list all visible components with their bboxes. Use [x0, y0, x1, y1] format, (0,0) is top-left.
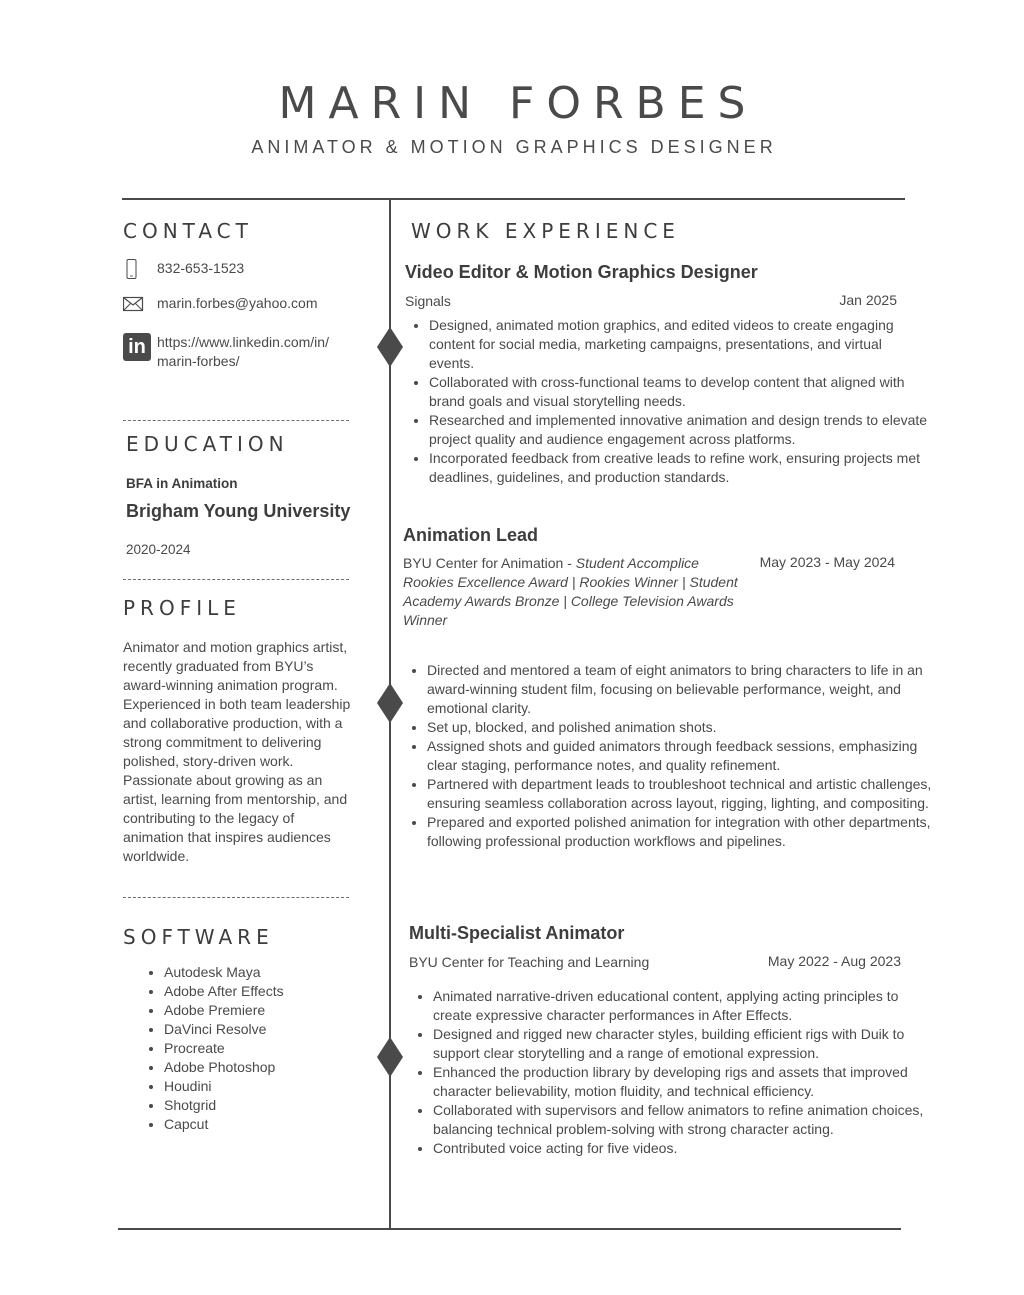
candidate-name: MARIN FORBES [278, 78, 758, 129]
contact-phone[interactable]: 832-653-1523 [157, 260, 245, 276]
job-company [403, 554, 743, 630]
work-experience-heading: WORK EXPERIENCE [411, 219, 680, 243]
software-item: • Adobe Photoshop [164, 1058, 324, 1077]
job-bullet: • Collaborated with cross-functional teams to develop content that aligned with brand goals and visual storytelling needs. [429, 373, 929, 411]
job-bullet: • Designed and rigged new character styles, building efficient rigs with Duik to support clear storytelling and a range of emotional expression. [433, 1025, 933, 1063]
envelope-icon [123, 294, 147, 316]
education-school: Brigham Young University [126, 501, 351, 521]
software-item: • Shotgrid [164, 1096, 324, 1115]
software-item: • Capcut [164, 1115, 324, 1134]
contact-linkedin-row [123, 333, 329, 371]
bottom-divider [118, 1228, 901, 1230]
left-divider [123, 420, 349, 421]
job-bullet: • Assigned shots and guided animators through feedback sessions, emphasizing clear staging, performance notes, and quality refinement. [427, 737, 932, 775]
job-date: May 2022 - Aug 2023 [767, 953, 901, 969]
candidate-title: ANIMATOR & MOTION GRAPHICS DESIGNER [251, 137, 777, 157]
job-company-separator: - [563, 555, 576, 571]
profile-heading: PROFILE [123, 596, 241, 620]
job-title: Multi-Specialist Animator [409, 923, 625, 943]
job-bullets [409, 987, 933, 1158]
software-item: • Adobe Premiere [164, 1001, 324, 1020]
contact-phone-row [123, 259, 244, 281]
education-years: 2020-2024 [126, 542, 191, 557]
job-company: BYU Center for Teaching and Learning [409, 954, 650, 970]
job-title: Animation Lead [403, 525, 539, 545]
job-bullet: • Animated narrative-driven educational content, applying acting principles to create expressive character performances in After Effects. [433, 987, 933, 1025]
phone-icon [123, 259, 147, 281]
job-title: Video Editor & Motion Graphics Designer [405, 262, 758, 282]
software-item: • Adobe After Effects [164, 982, 324, 1001]
top-divider [122, 198, 905, 200]
education-heading: EDUCATION [126, 432, 289, 456]
job-bullet: • Contributed voice acting for five videos. [433, 1139, 933, 1158]
job-awards: Student Accomplice Rookies Excellence Award | Rookies Winner | Student Academy Awards Bronze | College Television Awards Winner [403, 555, 738, 628]
job-bullet: • Directed and mentored a team of eight animators to bring characters to life in an award-winning student film, focusing on believable performance, weight, and emotional clarity. [427, 661, 932, 718]
contact-heading: CONTACT [123, 219, 253, 243]
contact-email-row [123, 294, 318, 316]
job-bullet: • Set up, blocked, and polished animation shots. [427, 718, 932, 737]
job-bullet: • Researched and implemented innovative animation and design trends to elevate project quality and audience engagement across platforms. [429, 411, 929, 449]
software-heading: SOFTWARE [123, 925, 274, 949]
timeline-diamond-icon [377, 683, 403, 723]
linkedin-url-line1: https://www.linkedin.com/in/ [157, 334, 329, 350]
job-company: Signals [405, 293, 451, 309]
timeline-diamond-icon [377, 327, 403, 367]
left-divider [123, 897, 349, 898]
software-item: • Houdini [164, 1077, 324, 1096]
software-list [146, 963, 324, 1134]
contact-linkedin[interactable] [157, 333, 329, 371]
job-bullets [403, 661, 932, 851]
job-bullet: • Prepared and exported polished animation for integration with other departments, following professional production workflows and pipelines. [427, 813, 932, 851]
job-bullet: • Incorporated feedback from creative leads to refine work, ensuring projects met deadlines, guidelines, and production standards. [429, 449, 929, 487]
job-company-name: BYU Center for Animation [403, 555, 564, 571]
job-bullet: • Partnered with department leads to troubleshoot technical and artistic challenges, ensuring seamless collaboration across layout, rigging, lighting, and compositing. [427, 775, 932, 813]
education-degree: BFA in Animation [126, 476, 238, 491]
job-bullet: • Enhanced the production library by developing rigs and assets that improved character believability, motion fluidity, and technical efficiency. [433, 1063, 933, 1101]
left-divider [123, 579, 349, 580]
job-date: Jan 2025 [839, 292, 897, 308]
software-item: • Procreate [164, 1039, 324, 1058]
software-item: • Autodesk Maya [164, 963, 324, 982]
timeline-diamond-icon [377, 1037, 403, 1077]
job-bullets [405, 316, 929, 487]
job-date: May 2023 - May 2024 [759, 554, 895, 570]
software-item: • DaVinci Resolve [164, 1020, 324, 1039]
linkedin-icon: in [123, 333, 151, 361]
linkedin-url-line2: marin-forbes/ [157, 353, 240, 369]
job-bullet: • Designed, animated motion graphics, and edited videos to create engaging content for social media, marketing campaigns, presentations, and virtual events. [429, 316, 929, 373]
profile-summary: Animator and motion graphics artist, recently graduated from BYU’s award-winning animation program. Experienced in both team leadership and collaborative production, with a strong commitment to delivering polished, story-driven work. Passionate about growing as an artist, learning from mentorship, and contributing to the legacy of animation that inspires audiences worldwide. [123, 639, 351, 864]
contact-email[interactable]: marin.forbes@yahoo.com [157, 295, 318, 311]
job-bullet: • Collaborated with supervisors and fellow animators to refine animation choices, balancing technical problem-solving with strong character acting. [433, 1101, 933, 1139]
